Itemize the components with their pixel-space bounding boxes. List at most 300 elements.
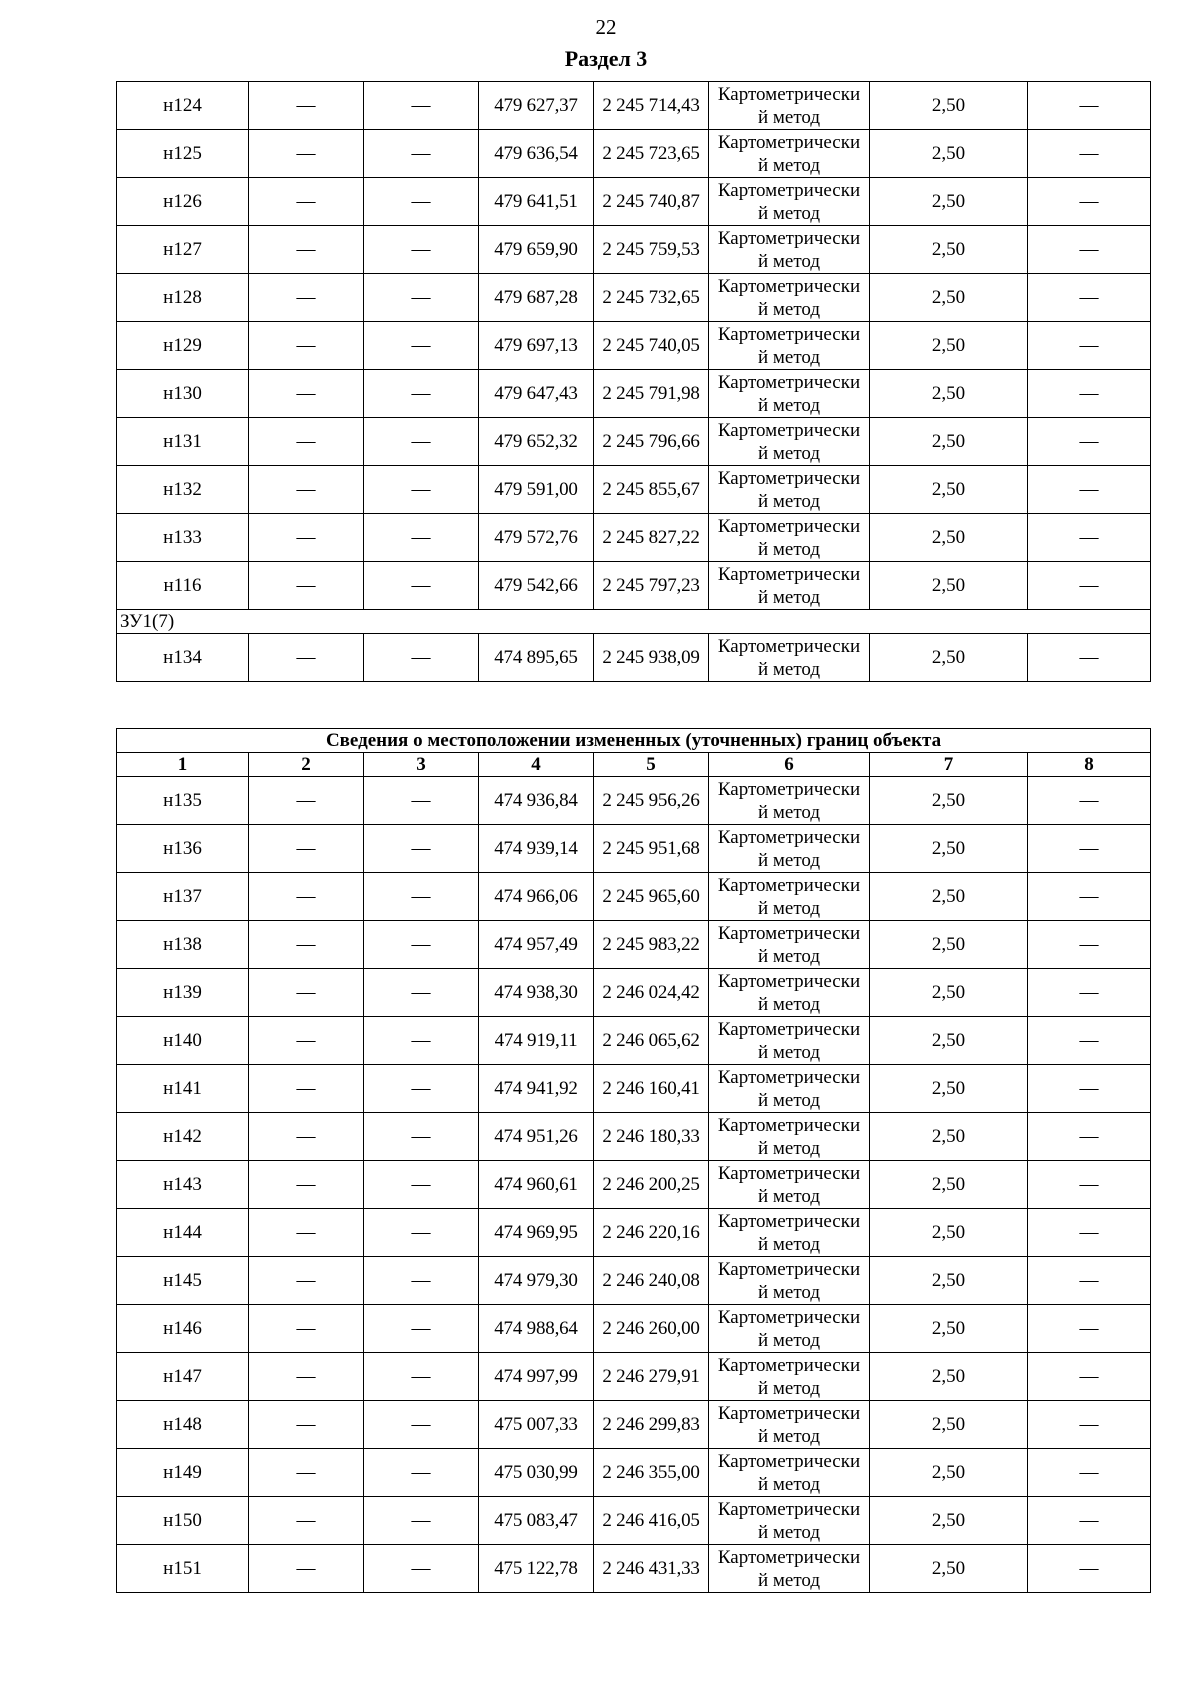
method-line-1: Картометрически bbox=[717, 1354, 861, 1376]
dash-cell: — bbox=[1028, 1161, 1151, 1209]
method-cell bbox=[709, 825, 870, 873]
method-line-1: Картометрически bbox=[717, 1450, 861, 1472]
table-row bbox=[117, 969, 1151, 1017]
x-coordinate-cell: 479 627,37 bbox=[479, 82, 594, 130]
accuracy-cell: 2,50 bbox=[870, 274, 1028, 322]
y-coordinate-cell: 2 245 951,68 bbox=[594, 825, 709, 873]
accuracy-cell: 2,50 bbox=[870, 825, 1028, 873]
y-coordinate-cell: 2 245 759,53 bbox=[594, 226, 709, 274]
column-number: 6 bbox=[709, 753, 870, 777]
dash-cell: — bbox=[1028, 1353, 1151, 1401]
boundary-points-table-body-parcel bbox=[117, 634, 1151, 682]
accuracy-cell: 2,50 bbox=[870, 1065, 1028, 1113]
dash-cell: — bbox=[249, 370, 364, 418]
x-coordinate-cell: 474 969,95 bbox=[479, 1209, 594, 1257]
method-line-2: й метод bbox=[757, 1425, 821, 1447]
column-number: 5 bbox=[594, 753, 709, 777]
point-number-cell: н148 bbox=[117, 1401, 249, 1449]
table-row bbox=[117, 825, 1151, 873]
point-number-cell: н150 bbox=[117, 1497, 249, 1545]
table-row bbox=[117, 1401, 1151, 1449]
y-coordinate-cell: 2 246 024,42 bbox=[594, 969, 709, 1017]
dash-cell: — bbox=[364, 825, 479, 873]
x-coordinate-cell: 479 542,66 bbox=[479, 562, 594, 610]
point-number-cell: н149 bbox=[117, 1449, 249, 1497]
method-line-2: й метод bbox=[757, 801, 821, 823]
x-coordinate-cell: 475 030,99 bbox=[479, 1449, 594, 1497]
dash-cell: — bbox=[249, 1161, 364, 1209]
dash-cell: — bbox=[364, 1017, 479, 1065]
point-number-cell: н138 bbox=[117, 921, 249, 969]
table-row bbox=[117, 562, 1151, 610]
method-line-1: Картометрически bbox=[717, 1162, 861, 1184]
dash-cell: — bbox=[364, 1353, 479, 1401]
dash-cell: — bbox=[364, 921, 479, 969]
accuracy-cell: 2,50 bbox=[870, 370, 1028, 418]
x-coordinate-cell: 479 591,00 bbox=[479, 466, 594, 514]
table-row bbox=[117, 322, 1151, 370]
point-number-cell: н126 bbox=[117, 178, 249, 226]
y-coordinate-cell: 2 245 740,87 bbox=[594, 178, 709, 226]
y-coordinate-cell: 2 245 791,98 bbox=[594, 370, 709, 418]
method-line-1: Картометрически bbox=[717, 1066, 861, 1088]
y-coordinate-cell: 2 246 279,91 bbox=[594, 1353, 709, 1401]
x-coordinate-cell: 479 687,28 bbox=[479, 274, 594, 322]
dash-cell: — bbox=[249, 1113, 364, 1161]
point-number-cell: н151 bbox=[117, 1545, 249, 1593]
dash-cell: — bbox=[1028, 921, 1151, 969]
dash-cell: — bbox=[364, 466, 479, 514]
x-coordinate-cell: 474 960,61 bbox=[479, 1161, 594, 1209]
method-line-2: й метод bbox=[757, 1185, 821, 1207]
column-number: 3 bbox=[364, 753, 479, 777]
point-number-cell: н146 bbox=[117, 1305, 249, 1353]
x-coordinate-cell: 479 652,32 bbox=[479, 418, 594, 466]
dash-cell: — bbox=[1028, 1497, 1151, 1545]
dash-cell: — bbox=[249, 82, 364, 130]
y-coordinate-cell: 2 246 260,00 bbox=[594, 1305, 709, 1353]
dash-cell: — bbox=[249, 825, 364, 873]
point-number-cell: н128 bbox=[117, 274, 249, 322]
y-coordinate-cell: 2 246 299,83 bbox=[594, 1401, 709, 1449]
table-row bbox=[117, 777, 1151, 825]
x-coordinate-cell: 474 936,84 bbox=[479, 777, 594, 825]
dash-cell: — bbox=[1028, 969, 1151, 1017]
point-number-cell: н144 bbox=[117, 1209, 249, 1257]
method-line-1: Картометрически bbox=[717, 1498, 861, 1520]
dash-cell: — bbox=[364, 1065, 479, 1113]
method-line-2: й метод bbox=[757, 1089, 821, 1111]
method-line-1: Картометрически bbox=[717, 371, 861, 393]
method-line-1: Картометрически bbox=[717, 419, 861, 441]
x-coordinate-cell: 479 641,51 bbox=[479, 178, 594, 226]
column-number: 7 bbox=[870, 753, 1028, 777]
point-number-cell: н134 bbox=[117, 634, 249, 682]
accuracy-cell: 2,50 bbox=[870, 1017, 1028, 1065]
dash-cell: — bbox=[364, 370, 479, 418]
dash-cell: — bbox=[249, 1305, 364, 1353]
table-row bbox=[117, 1353, 1151, 1401]
method-line-1: Картометрически bbox=[717, 1258, 861, 1280]
method-cell bbox=[709, 370, 870, 418]
y-coordinate-cell: 2 245 796,66 bbox=[594, 418, 709, 466]
column-number: 2 bbox=[249, 753, 364, 777]
method-cell bbox=[709, 969, 870, 1017]
table-row bbox=[117, 226, 1151, 274]
dash-cell: — bbox=[364, 274, 479, 322]
method-cell bbox=[709, 1017, 870, 1065]
y-coordinate-cell: 2 246 431,33 bbox=[594, 1545, 709, 1593]
column-number: 4 bbox=[479, 753, 594, 777]
dash-cell: — bbox=[1028, 1449, 1151, 1497]
method-cell bbox=[709, 82, 870, 130]
dash-cell: — bbox=[364, 1401, 479, 1449]
method-cell bbox=[709, 873, 870, 921]
table-row bbox=[117, 274, 1151, 322]
table-row bbox=[117, 1449, 1151, 1497]
dash-cell: — bbox=[249, 1401, 364, 1449]
dash-cell: — bbox=[364, 178, 479, 226]
dash-cell: — bbox=[364, 777, 479, 825]
method-line-1: Картометрически bbox=[717, 1114, 861, 1136]
table-row bbox=[117, 1065, 1151, 1113]
dash-cell: — bbox=[249, 322, 364, 370]
dash-cell: — bbox=[249, 1017, 364, 1065]
method-cell bbox=[709, 1305, 870, 1353]
column-number-row bbox=[117, 753, 1151, 777]
dash-cell: — bbox=[364, 418, 479, 466]
accuracy-cell: 2,50 bbox=[870, 777, 1028, 825]
dash-cell: — bbox=[1028, 634, 1151, 682]
point-number-cell: н137 bbox=[117, 873, 249, 921]
accuracy-cell: 2,50 bbox=[870, 1353, 1028, 1401]
dash-cell: — bbox=[249, 1545, 364, 1593]
dash-cell: — bbox=[249, 969, 364, 1017]
table-row bbox=[117, 1305, 1151, 1353]
dash-cell: — bbox=[249, 562, 364, 610]
y-coordinate-cell: 2 246 355,00 bbox=[594, 1449, 709, 1497]
y-coordinate-cell: 2 246 240,08 bbox=[594, 1257, 709, 1305]
accuracy-cell: 2,50 bbox=[870, 322, 1028, 370]
column-number: 8 bbox=[1028, 753, 1151, 777]
point-number-cell: н142 bbox=[117, 1113, 249, 1161]
method-line-1: Картометрически bbox=[717, 515, 861, 537]
method-cell bbox=[709, 178, 870, 226]
accuracy-cell: 2,50 bbox=[870, 1113, 1028, 1161]
point-number-cell: н136 bbox=[117, 825, 249, 873]
accuracy-cell: 2,50 bbox=[870, 82, 1028, 130]
x-coordinate-cell: 474 939,14 bbox=[479, 825, 594, 873]
accuracy-cell: 2,50 bbox=[870, 1161, 1028, 1209]
dash-cell: — bbox=[1028, 370, 1151, 418]
boundary-points-table-subsection bbox=[117, 610, 1151, 634]
point-number-cell: н125 bbox=[117, 130, 249, 178]
table-title-row bbox=[117, 729, 1151, 753]
method-line-2: й метод bbox=[757, 394, 821, 416]
method-cell bbox=[709, 130, 870, 178]
method-line-2: й метод bbox=[757, 586, 821, 608]
dash-cell: — bbox=[249, 1497, 364, 1545]
method-line-1: Картометрически bbox=[717, 1306, 861, 1328]
table-row bbox=[117, 1161, 1151, 1209]
accuracy-cell: 2,50 bbox=[870, 969, 1028, 1017]
dash-cell: — bbox=[1028, 1065, 1151, 1113]
point-number-cell: н132 bbox=[117, 466, 249, 514]
dash-cell: — bbox=[249, 634, 364, 682]
method-line-2: й метод bbox=[757, 442, 821, 464]
section-title: Раздел 3 bbox=[564, 46, 648, 71]
y-coordinate-cell: 2 245 797,23 bbox=[594, 562, 709, 610]
method-line-1: Картометрически bbox=[717, 323, 861, 345]
dash-cell: — bbox=[1028, 873, 1151, 921]
table-row bbox=[117, 1545, 1151, 1593]
dash-cell: — bbox=[1028, 226, 1151, 274]
x-coordinate-cell: 474 979,30 bbox=[479, 1257, 594, 1305]
dash-cell: — bbox=[364, 1161, 479, 1209]
method-cell bbox=[709, 1545, 870, 1593]
dash-cell: — bbox=[249, 226, 364, 274]
dash-cell: — bbox=[249, 777, 364, 825]
method-line-2: й метод bbox=[757, 346, 821, 368]
table-row bbox=[117, 370, 1151, 418]
point-number-cell: н140 bbox=[117, 1017, 249, 1065]
accuracy-cell: 2,50 bbox=[870, 514, 1028, 562]
method-cell bbox=[709, 1113, 870, 1161]
method-cell bbox=[709, 1401, 870, 1449]
point-number-cell: н127 bbox=[117, 226, 249, 274]
method-cell bbox=[709, 1257, 870, 1305]
dash-cell: — bbox=[1028, 1017, 1151, 1065]
page-number: 22 bbox=[595, 15, 617, 39]
changed-boundaries-table bbox=[116, 728, 1151, 1593]
table-title: Сведения о местоположении измененных (уточненных) границ объекта bbox=[117, 729, 1151, 753]
y-coordinate-cell: 2 245 740,05 bbox=[594, 322, 709, 370]
method-line-1: Картометрически bbox=[717, 1018, 861, 1040]
point-number-cell: н133 bbox=[117, 514, 249, 562]
method-line-2: й метод bbox=[757, 202, 821, 224]
dash-cell: — bbox=[1028, 1305, 1151, 1353]
table-row bbox=[117, 1017, 1151, 1065]
table-row bbox=[117, 466, 1151, 514]
method-line-2: й метод bbox=[757, 250, 821, 272]
dash-cell: — bbox=[249, 274, 364, 322]
method-line-2: й метод bbox=[757, 849, 821, 871]
dash-cell: — bbox=[249, 873, 364, 921]
dash-cell: — bbox=[364, 1497, 479, 1545]
dash-cell: — bbox=[1028, 1113, 1151, 1161]
table-row bbox=[117, 873, 1151, 921]
method-line-2: й метод bbox=[757, 538, 821, 560]
dash-cell: — bbox=[249, 1257, 364, 1305]
method-line-1: Картометрически bbox=[717, 635, 861, 657]
method-line-2: й метод bbox=[757, 154, 821, 176]
method-cell bbox=[709, 1209, 870, 1257]
y-coordinate-cell: 2 245 723,65 bbox=[594, 130, 709, 178]
method-line-1: Картометрически bbox=[717, 922, 861, 944]
method-line-2: й метод bbox=[757, 1377, 821, 1399]
method-line-1: Картометрически bbox=[717, 83, 861, 105]
y-coordinate-cell: 2 246 160,41 bbox=[594, 1065, 709, 1113]
method-line-2: й метод bbox=[757, 1041, 821, 1063]
x-coordinate-cell: 474 919,11 bbox=[479, 1017, 594, 1065]
method-cell bbox=[709, 274, 870, 322]
boundary-points-table-body bbox=[117, 82, 1151, 610]
method-cell bbox=[709, 777, 870, 825]
y-coordinate-cell: 2 245 714,43 bbox=[594, 82, 709, 130]
dash-cell: — bbox=[1028, 1209, 1151, 1257]
x-coordinate-cell: 475 122,78 bbox=[479, 1545, 594, 1593]
y-coordinate-cell: 2 246 065,62 bbox=[594, 1017, 709, 1065]
x-coordinate-cell: 479 572,76 bbox=[479, 514, 594, 562]
y-coordinate-cell: 2 245 965,60 bbox=[594, 873, 709, 921]
method-line-1: Картометрически bbox=[717, 131, 861, 153]
accuracy-cell: 2,50 bbox=[870, 466, 1028, 514]
dash-cell: — bbox=[364, 873, 479, 921]
changed-boundaries-table-head bbox=[117, 729, 1151, 777]
x-coordinate-cell: 475 083,47 bbox=[479, 1497, 594, 1545]
dash-cell: — bbox=[364, 514, 479, 562]
y-coordinate-cell: 2 246 200,25 bbox=[594, 1161, 709, 1209]
y-coordinate-cell: 2 245 956,26 bbox=[594, 777, 709, 825]
table-row bbox=[117, 1257, 1151, 1305]
dash-cell: — bbox=[249, 1353, 364, 1401]
y-coordinate-cell: 2 245 855,67 bbox=[594, 466, 709, 514]
point-number-cell: н143 bbox=[117, 1161, 249, 1209]
method-cell bbox=[709, 322, 870, 370]
dash-cell: — bbox=[1028, 274, 1151, 322]
table-row bbox=[117, 634, 1151, 682]
x-coordinate-cell: 479 697,13 bbox=[479, 322, 594, 370]
method-line-1: Картометрически bbox=[717, 874, 861, 896]
method-line-1: Картометрически bbox=[717, 275, 861, 297]
boundary-points-table bbox=[116, 81, 1151, 682]
x-coordinate-cell: 479 647,43 bbox=[479, 370, 594, 418]
method-line-1: Картометрически bbox=[717, 970, 861, 992]
accuracy-cell: 2,50 bbox=[870, 873, 1028, 921]
point-number-cell: н129 bbox=[117, 322, 249, 370]
table-row bbox=[117, 1209, 1151, 1257]
dash-cell: — bbox=[364, 130, 479, 178]
method-line-2: й метод bbox=[757, 897, 821, 919]
method-line-2: й метод bbox=[757, 106, 821, 128]
point-number-cell: н139 bbox=[117, 969, 249, 1017]
point-number-cell: н131 bbox=[117, 418, 249, 466]
dash-cell: — bbox=[364, 1209, 479, 1257]
method-cell bbox=[709, 1065, 870, 1113]
table-row bbox=[117, 514, 1151, 562]
accuracy-cell: 2,50 bbox=[870, 1257, 1028, 1305]
dash-cell: — bbox=[1028, 466, 1151, 514]
dash-cell: — bbox=[249, 178, 364, 226]
method-line-1: Картометрически bbox=[717, 563, 861, 585]
dash-cell: — bbox=[1028, 322, 1151, 370]
method-line-1: Картометрически bbox=[717, 778, 861, 800]
method-line-2: й метод bbox=[757, 1569, 821, 1591]
accuracy-cell: 2,50 bbox=[870, 1209, 1028, 1257]
table-row bbox=[117, 178, 1151, 226]
method-line-1: Картометрически bbox=[717, 467, 861, 489]
dash-cell: — bbox=[364, 1545, 479, 1593]
method-line-2: й метод bbox=[757, 1329, 821, 1351]
dash-cell: — bbox=[364, 322, 479, 370]
method-cell bbox=[709, 418, 870, 466]
dash-cell: — bbox=[249, 418, 364, 466]
table-row bbox=[117, 418, 1151, 466]
method-line-1: Картометрически bbox=[717, 1210, 861, 1232]
method-line-2: й метод bbox=[757, 298, 821, 320]
dash-cell: — bbox=[364, 562, 479, 610]
dash-cell: — bbox=[249, 1065, 364, 1113]
x-coordinate-cell: 474 895,65 bbox=[479, 634, 594, 682]
method-cell bbox=[709, 1353, 870, 1401]
dash-cell: — bbox=[364, 1113, 479, 1161]
method-line-2: й метод bbox=[757, 1233, 821, 1255]
x-coordinate-cell: 479 659,90 bbox=[479, 226, 594, 274]
point-number-cell: н130 bbox=[117, 370, 249, 418]
method-line-1: Картометрически bbox=[717, 1546, 861, 1568]
x-coordinate-cell: 474 966,06 bbox=[479, 873, 594, 921]
point-number-cell: н147 bbox=[117, 1353, 249, 1401]
table-row bbox=[117, 1497, 1151, 1545]
dash-cell: — bbox=[249, 1209, 364, 1257]
dash-cell: — bbox=[1028, 130, 1151, 178]
method-cell bbox=[709, 562, 870, 610]
method-cell bbox=[709, 1449, 870, 1497]
method-line-2: й метод bbox=[757, 945, 821, 967]
table-row bbox=[117, 921, 1151, 969]
y-coordinate-cell: 2 245 938,09 bbox=[594, 634, 709, 682]
accuracy-cell: 2,50 bbox=[870, 130, 1028, 178]
accuracy-cell: 2,50 bbox=[870, 921, 1028, 969]
dash-cell: — bbox=[1028, 1257, 1151, 1305]
dash-cell: — bbox=[1028, 418, 1151, 466]
method-cell bbox=[709, 466, 870, 514]
method-line-1: Картометрически bbox=[717, 179, 861, 201]
dash-cell: — bbox=[364, 82, 479, 130]
parcel-subheader-row bbox=[117, 610, 1151, 634]
dash-cell: — bbox=[1028, 562, 1151, 610]
method-line-1: Картометрически bbox=[717, 1402, 861, 1424]
accuracy-cell: 2,50 bbox=[870, 562, 1028, 610]
dash-cell: — bbox=[1028, 82, 1151, 130]
dash-cell: — bbox=[1028, 178, 1151, 226]
accuracy-cell: 2,50 bbox=[870, 1449, 1028, 1497]
dash-cell: — bbox=[249, 1449, 364, 1497]
y-coordinate-cell: 2 245 732,65 bbox=[594, 274, 709, 322]
method-cell bbox=[709, 1497, 870, 1545]
point-number-cell: н135 bbox=[117, 777, 249, 825]
dash-cell: — bbox=[1028, 514, 1151, 562]
method-cell bbox=[709, 634, 870, 682]
method-line-2: й метод bbox=[757, 1281, 821, 1303]
method-line-2: й метод bbox=[757, 490, 821, 512]
method-cell bbox=[709, 226, 870, 274]
dash-cell: — bbox=[1028, 825, 1151, 873]
dash-cell: — bbox=[1028, 777, 1151, 825]
dash-cell: — bbox=[364, 1449, 479, 1497]
x-coordinate-cell: 474 957,49 bbox=[479, 921, 594, 969]
method-line-2: й метод bbox=[757, 1521, 821, 1543]
dash-cell: — bbox=[364, 1257, 479, 1305]
point-number-cell: н141 bbox=[117, 1065, 249, 1113]
x-coordinate-cell: 479 636,54 bbox=[479, 130, 594, 178]
x-coordinate-cell: 475 007,33 bbox=[479, 1401, 594, 1449]
dash-cell: — bbox=[249, 466, 364, 514]
y-coordinate-cell: 2 245 827,22 bbox=[594, 514, 709, 562]
method-line-1: Картометрически bbox=[717, 227, 861, 249]
dash-cell: — bbox=[249, 921, 364, 969]
dash-cell: — bbox=[249, 130, 364, 178]
